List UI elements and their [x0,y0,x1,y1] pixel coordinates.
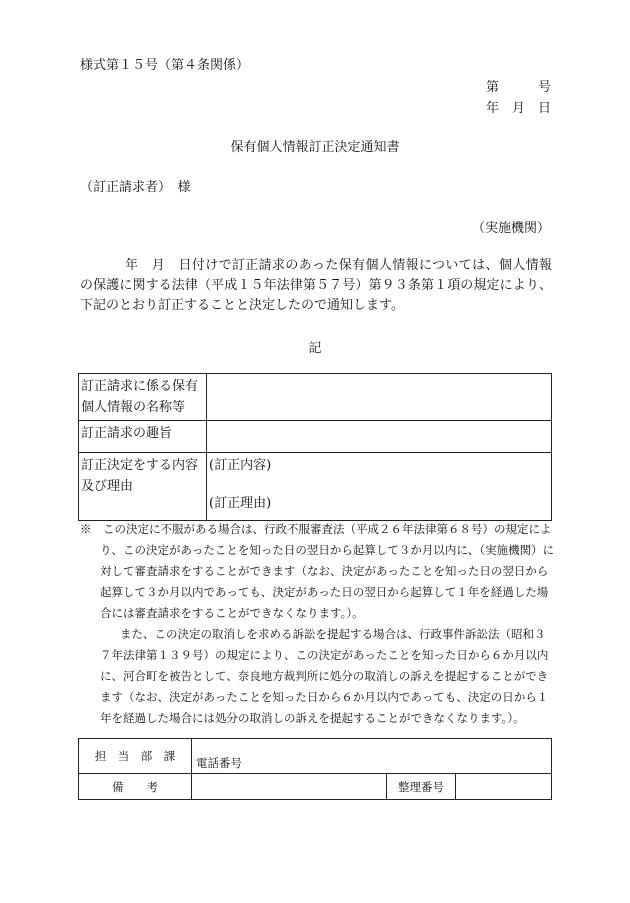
table-row [79,774,552,800]
request-purpose-label: 訂正請求の趣旨 [79,421,207,453]
info-name-label-line1: 訂正請求に係る保有 [81,379,199,394]
notes-section [80,519,556,729]
document-date: 年 月 日 [486,101,552,116]
table-row [79,739,552,774]
department-label: 担 当 部 課 [79,739,192,774]
table-row [79,374,552,421]
footer-table [78,738,552,800]
phone-label: 電話番号 [196,756,242,770]
correction-reason-label: (訂正理由) [209,496,272,511]
table-row [79,421,552,453]
decision-content-label-line1: 訂正決定をする内容 [81,458,199,473]
correction-content-label: (訂正内容) [209,458,272,473]
form-number: 様式第１５号（第４条関係） [80,58,250,73]
info-name-label-line2: 個人情報の名称等 [81,400,186,415]
note-lawsuit: また、この決定の取消しを求める訴訟を提起する場合は、行政事件訴訟法（昭和３７年法律第１３９号）の規定により、この決定があったことを知った日から６か月以内に、河合町を被告として、奈良地方裁判所に処分の取消しの訴えを提起することができます（なお、決定があったことを知った日から６か月以内であっても、決定の日から１年を経過した場合には処分の取消しの訴えを提起することができなくなります。）。 [100,627,549,725]
request-purpose-value [207,421,552,453]
reference-number-value [456,774,552,800]
table-row [79,453,552,521]
info-name-value [207,374,552,421]
info-name-label [79,374,207,421]
remarks-label: 備 考 [79,774,192,800]
document-title: 保有個人情報訂正決定通知書 [230,140,400,155]
notice-body: 年 月 日付けで訂正請求のあった保有個人情報については、個人情報の保護に関する法律（平成１５年法律第５７号）第９３条第１項の規定により、下記のとおり訂正することと決定したので通知します。 [80,258,552,313]
ki-heading: 記 [308,341,322,356]
addressee: （訂正請求者） 様 [80,180,191,195]
decision-content-label [79,453,207,521]
note-appeal: ※ この決定に不服がある場合は、行政不服審査法（平成２６年法律第６８号）の規定により、この決定があったことを知った日の翌日から起算して３か月以内に、（実施機関）に対して審査請求をすることができます（なお、決定があったことを知った日の翌日から起算して３か月以内であっても、決定があった日の翌日から起算して１年を経過した場合には審査請求をすることができなくなります。）。 [80,522,555,620]
reference-number-label: 整理番号 [387,774,456,800]
document-number: 第 号 [486,80,552,95]
remarks-value [192,774,387,800]
implementing-agency: （実施機関） [471,221,550,236]
decision-content-label-line2: 及び理由 [81,479,134,494]
decision-table [78,373,552,521]
decision-content-value [207,453,552,521]
department-value [192,739,552,774]
